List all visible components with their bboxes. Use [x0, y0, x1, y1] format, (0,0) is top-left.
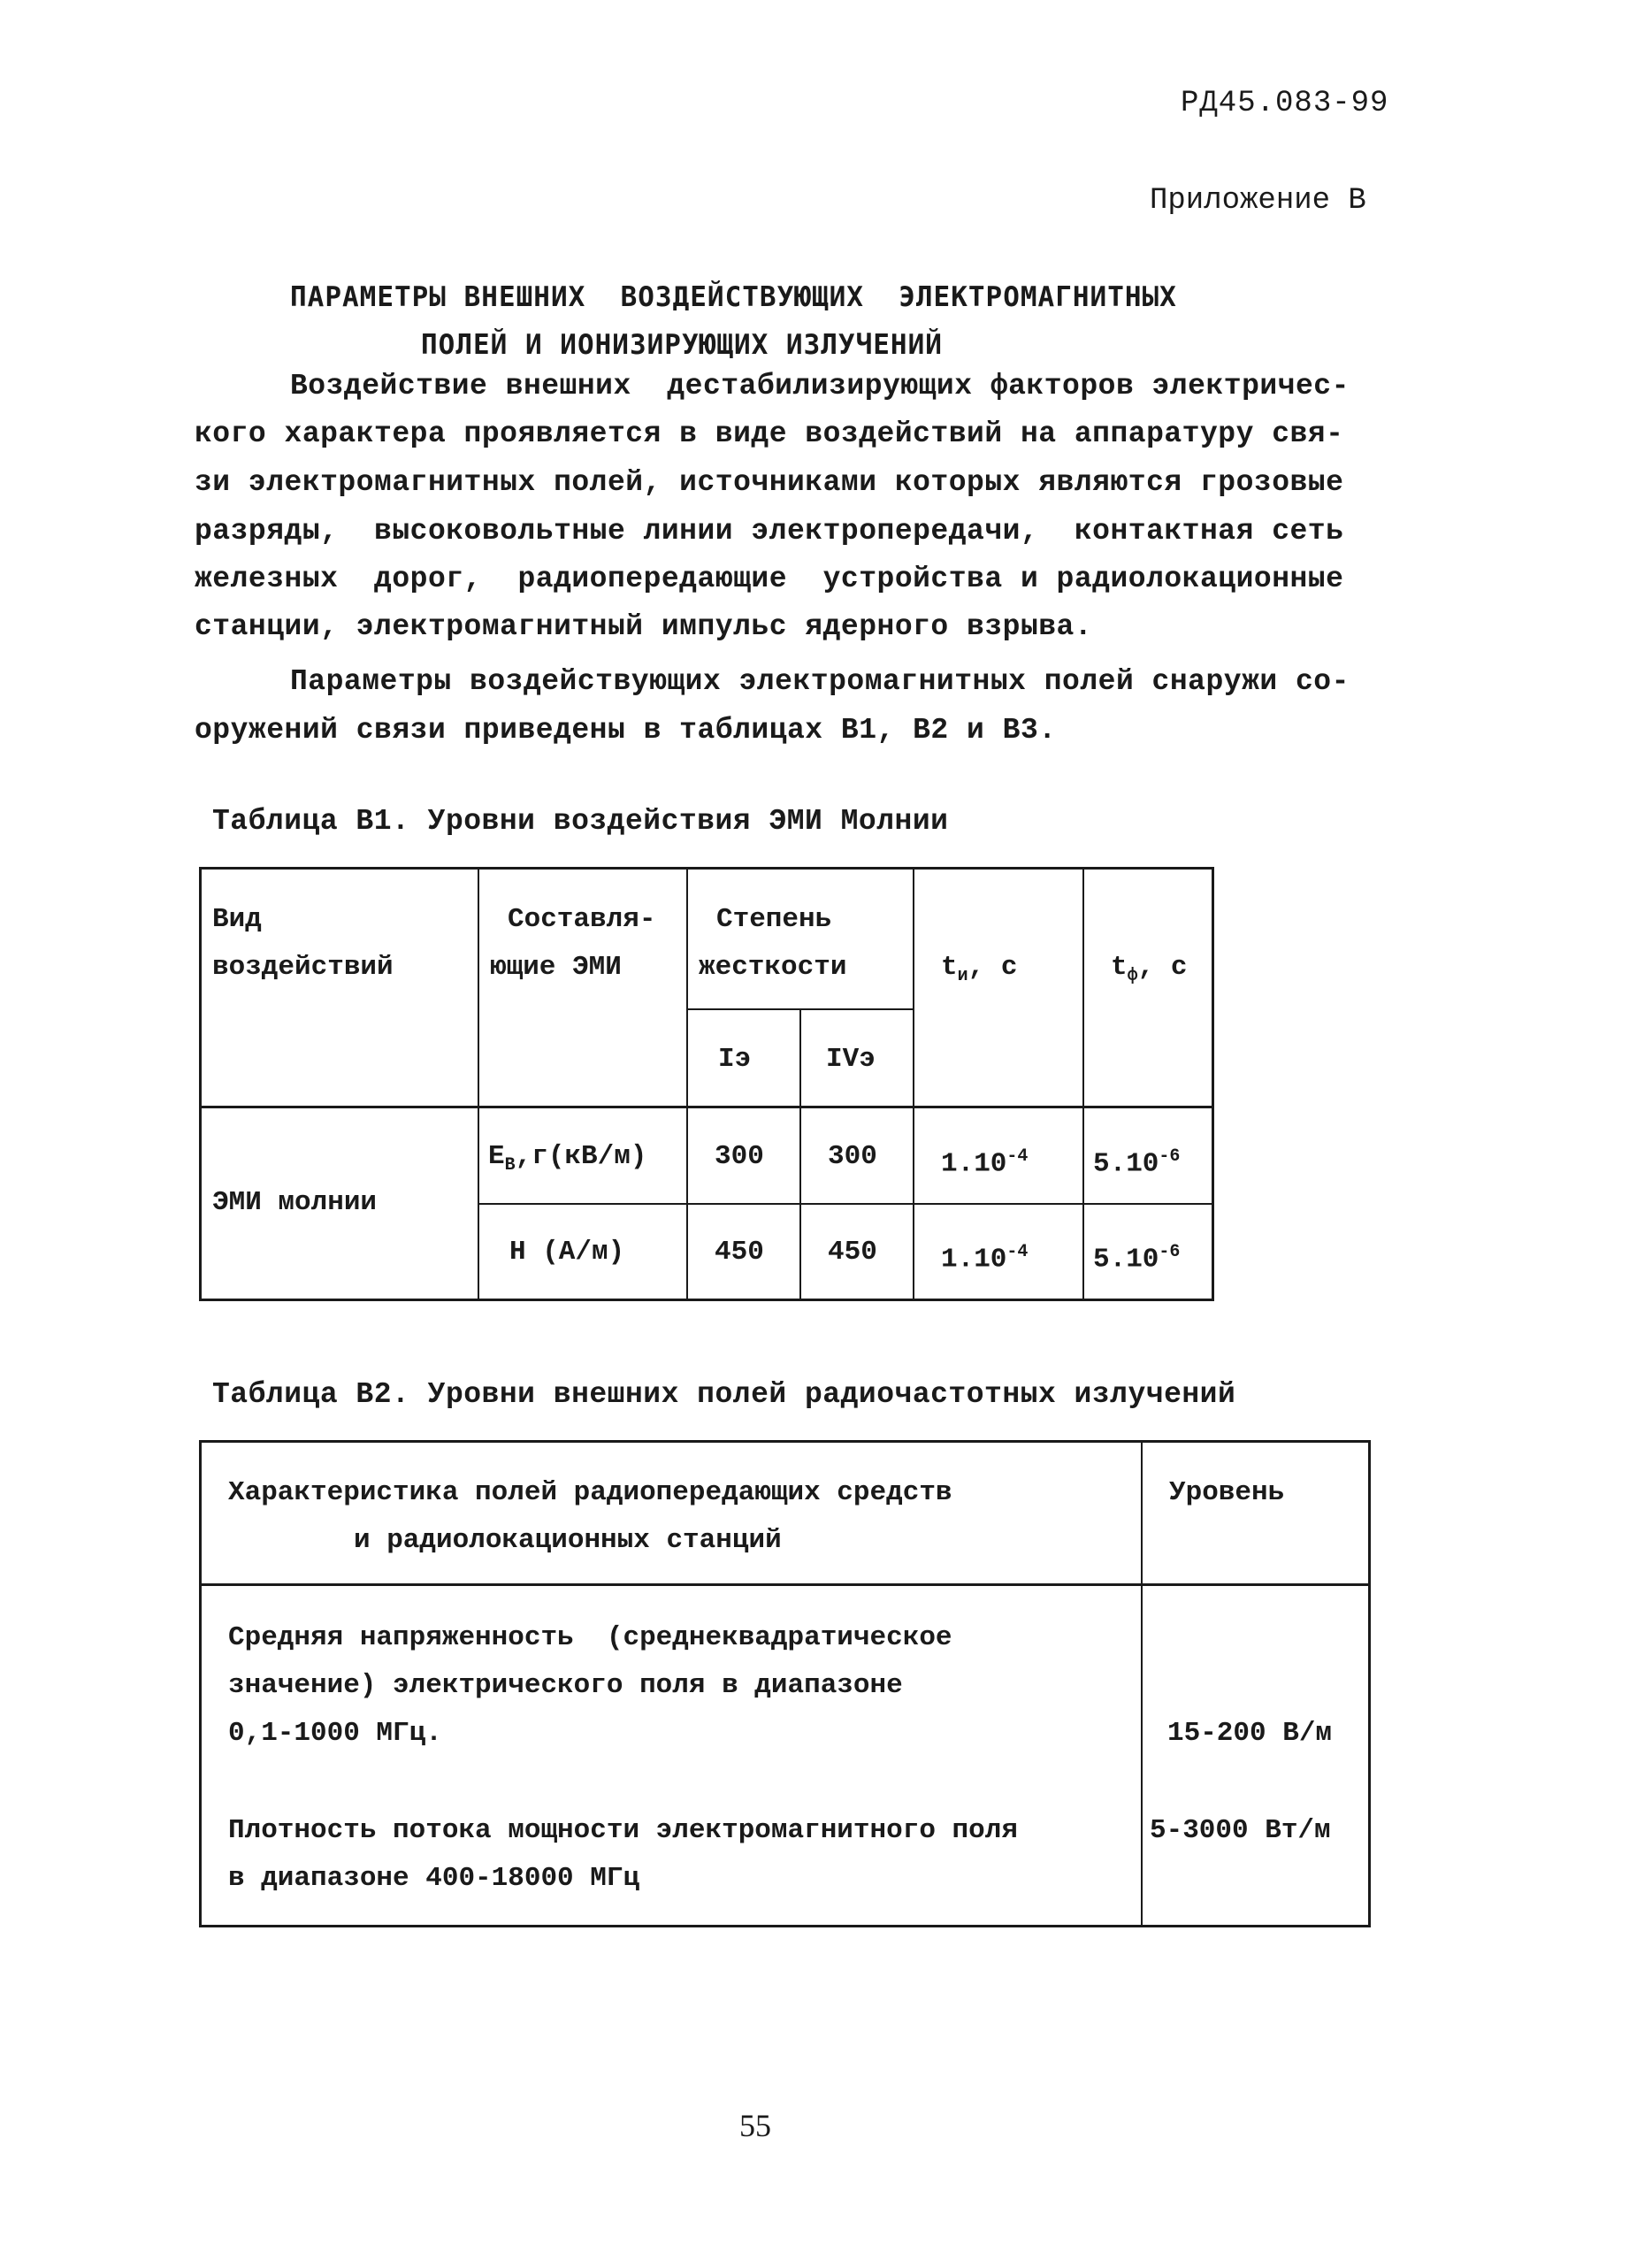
header-severity-line2: жесткости: [699, 952, 847, 983]
paragraph-line: станции, электромагнитный импульс ядерного взрыва.: [195, 610, 1093, 643]
table-row-1-level-1: 300: [715, 1141, 764, 1172]
header-kind-line2: воздействий: [212, 952, 394, 983]
header-component-line2: ющие ЭМИ: [490, 952, 622, 983]
table-row-2-line2: в диапазоне 400-18000 МГц: [228, 1863, 640, 1894]
table-row-1-front: $5.10^{-6}$: [1093, 1146, 1181, 1180]
table-row-1-line2: значение) электрического поля в диапазоне: [228, 1670, 903, 1701]
header-front-duration: $t_ф$, с: [1111, 952, 1188, 987]
table-row-2-level-1: 450: [715, 1237, 764, 1268]
document-code: РД45.083-99: [1181, 87, 1389, 120]
table-row-1-component: $E_В,г(кВ/м)$: [488, 1141, 647, 1176]
paragraph-line: Параметры воздействующих электромагнитных полей снаружи со-: [290, 665, 1350, 698]
table-row-1-pulse: $1.10^{-4}$: [941, 1146, 1029, 1180]
table-row-2-component: H (А/м): [509, 1237, 625, 1268]
table-row-2-level: 5-3000 Вт/м: [1150, 1815, 1331, 1846]
row-label-lightning: ЭМИ молнии: [212, 1187, 378, 1218]
header-level-4: IVэ: [826, 1044, 876, 1075]
table-1-caption: Таблица В1. Уровни воздействия ЭМИ Молнии: [212, 805, 949, 838]
table-row-2-front: $5.10^{-6}$: [1093, 1242, 1181, 1276]
table-row-1-line1: Средняя напряженность (среднеквадратическое: [228, 1622, 952, 1653]
table-row-1-line3: 0,1-1000 МГц.: [228, 1718, 442, 1749]
header-characteristic-line1: Характеристика полей радиопередающих средств: [228, 1477, 952, 1508]
header-kind-line1: Вид: [212, 904, 262, 935]
paragraph-line: Воздействие внешних дестабилизирующих факторов электричес-: [290, 370, 1350, 402]
header-pulse-duration: $t_и$, с: [941, 952, 1018, 987]
header-severity-line1: Степень: [716, 904, 832, 935]
paragraph-line: зи электромагнитных полей, источниками которых являются грозовые: [195, 466, 1344, 499]
section-title-line-1: ПАРАМЕТРЫ ВНЕШНИХ ВОЗДЕЙСТВУЮЩИХ ЭЛЕКТРОМАГНИТНЫХ: [290, 281, 1177, 313]
paragraph-line: кого характера проявляется в виде воздействий на аппаратуру свя-: [195, 418, 1344, 450]
header-characteristic-line2: и радиолокационных станций: [354, 1525, 782, 1556]
header-component-line1: Составля-: [508, 904, 656, 935]
page-number: 55: [739, 2108, 771, 2143]
table-row-2-pulse: $1.10^{-4}$: [941, 1242, 1029, 1276]
appendix-label: Приложение В: [1150, 184, 1366, 218]
header-level-1: Iэ: [718, 1044, 752, 1075]
table-row-1-level: 15-200 В/м: [1167, 1718, 1333, 1749]
section-title-line-2: ПОЛЕЙ И ИОНИЗИРУЮЩИХ ИЗЛУЧЕНИЙ: [421, 329, 943, 361]
paragraph-line: оружений связи приведены в таблицах В1, В2 и В3.: [195, 714, 1057, 747]
paragraph-line: разряды, высоковольтные линии электропередачи, контактная сеть: [195, 515, 1344, 548]
paragraph-line: железных дорог, радиопередающие устройства и радиолокационные: [195, 563, 1344, 595]
table-2-caption: Таблица В2. Уровни внешних полей радиочастотных излучений: [212, 1378, 1236, 1411]
table-row-2-line1: Плотность потока мощности электромагнитного поля: [228, 1815, 1018, 1846]
table-row-2-level-4: 450: [828, 1237, 877, 1268]
table-row-1-level-4: 300: [828, 1141, 877, 1172]
header-level: Уровень: [1169, 1477, 1285, 1508]
